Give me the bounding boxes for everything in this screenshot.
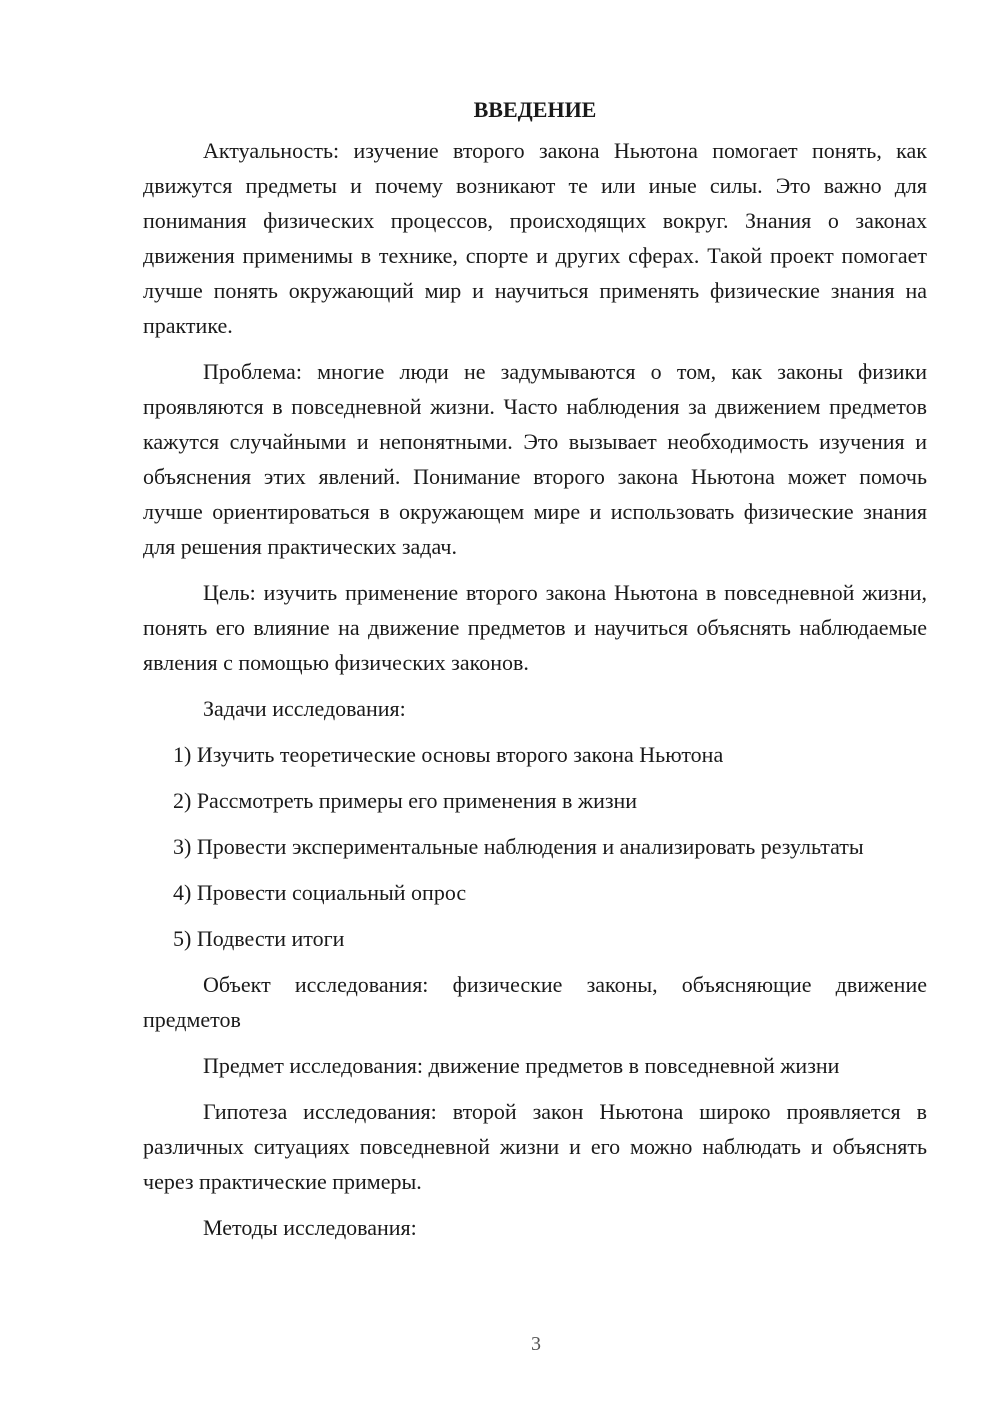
problem-paragraph: Проблема: многие люди не задумываются о том, как законы физики проявляются в повседневной жизни. Часто наблюдения за движением предметов кажутся случайными и непонятными. Это вызывает необходимость изучения и объяснения этих явлений. Понимание второго закона Ньютона может помочь лучше ориентироваться в окружающем мире и использовать физические знания для решения практических задач.	[143, 359, 927, 559]
task-item-4: 4) Провести социальный опрос	[173, 880, 467, 905]
subject-paragraph: Предмет исследования: движение предметов в повседневной жизни	[203, 1053, 840, 1078]
page-number: 3	[531, 1333, 541, 1355]
task-item-1: 1) Изучить теоретические основы второго закона Ньютона	[173, 742, 724, 767]
task-item-3: 3) Провести экспериментальные наблюдения и анализировать результаты	[173, 834, 864, 859]
tasks-list	[143, 737, 927, 956]
methods-heading: Методы исследования:	[203, 1215, 417, 1240]
task-item-2: 2) Рассмотреть примеры его применения в жизни	[173, 788, 638, 813]
goal-paragraph: Цель: изучить применение второго закона Ньютона в повседневной жизни, понять его влияние на движение предметов и научиться объяснять наблюдаемые явления с помощью физических законов.	[143, 580, 927, 675]
object-paragraph: Объект исследования: физические законы, объясняющие движение предметов	[143, 972, 927, 1032]
page-title: ВВЕДЕНИЕ	[473, 97, 597, 122]
task-item-5: 5) Подвести итоги	[173, 926, 345, 951]
hypothesis-paragraph: Гипотеза исследования: второй закон Ньютона широко проявляется в различных ситуациях повседневной жизни и его можно наблюдать и объяснять через практические примеры.	[143, 1099, 927, 1194]
relevance-paragraph: Актуальность: изучение второго закона Ньютона помогает понять, как движутся предметы и почему возникают те или иные силы. Это важно для понимания физических процессов, происходящих вокруг. Знания о законах движения применимы в технике, спорте и других сферах. Такой проект помогает лучше понять окружающий мир и научиться применять физические знания на практике.	[143, 138, 927, 338]
tasks-heading: Задачи исследования:	[203, 696, 406, 721]
document-page	[143, 92, 927, 1256]
